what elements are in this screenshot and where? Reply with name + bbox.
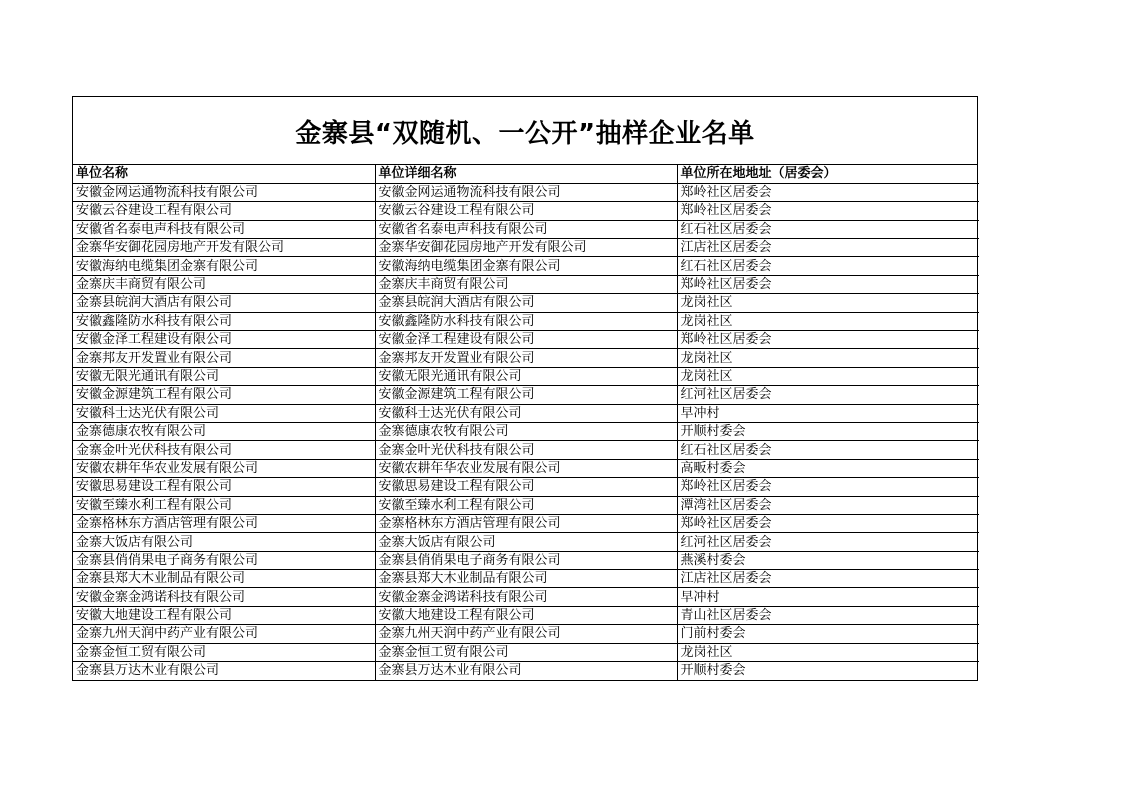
cell-unit-full-name[interactable]: 金寨县俏俏果电子商务有限公司 bbox=[375, 551, 677, 569]
header-unit-name[interactable]: 单位名称 bbox=[73, 165, 375, 183]
cell-unit-address[interactable]: 早冲村 bbox=[677, 588, 979, 606]
cell-unit-full-name[interactable]: 金寨德康农牧有限公司 bbox=[375, 422, 677, 440]
cell-unit-address[interactable]: 青山社区居委会 bbox=[677, 606, 979, 624]
cell-unit-full-name[interactable]: 安徽金泽工程建设有限公司 bbox=[375, 331, 677, 349]
cell-unit-address[interactable]: 开顺村委会 bbox=[677, 422, 979, 440]
document-title: 金寨县“双随机、一公开”抽样企业名单 bbox=[295, 119, 755, 149]
cell-unit-full-name[interactable]: 安徽鑫隆防水科技有限公司 bbox=[375, 312, 677, 330]
table-row bbox=[73, 239, 979, 257]
table-row bbox=[73, 349, 979, 367]
cell-unit-full-name[interactable]: 安徽科士达光伏有限公司 bbox=[375, 404, 677, 422]
cell-unit-address[interactable]: 门前村委会 bbox=[677, 625, 979, 643]
cell-unit-address[interactable]: 龙岗社区 bbox=[677, 643, 979, 661]
cell-unit-address[interactable]: 郑岭社区居委会 bbox=[677, 183, 979, 201]
cell-unit-full-name[interactable]: 安徽思易建设工程有限公司 bbox=[375, 478, 677, 496]
cell-unit-address[interactable]: 龙岗社区 bbox=[677, 312, 979, 330]
cell-unit-full-name[interactable]: 安徽省名泰电声科技有限公司 bbox=[375, 220, 677, 238]
header-unit-full-name[interactable]: 单位详细名称 bbox=[375, 165, 677, 183]
cell-unit-full-name[interactable]: 金寨县万达木业有限公司 bbox=[375, 662, 677, 680]
cell-unit-full-name[interactable]: 金寨格林东方酒店管理有限公司 bbox=[375, 514, 677, 532]
table-row bbox=[73, 459, 979, 477]
cell-unit-address[interactable]: 郑岭社区居委会 bbox=[677, 514, 979, 532]
cell-unit-address[interactable]: 龙岗社区 bbox=[677, 349, 979, 367]
cell-unit-address[interactable]: 红石社区居委会 bbox=[677, 257, 979, 275]
cell-unit-address[interactable]: 郑岭社区居委会 bbox=[677, 478, 979, 496]
cell-unit-full-name[interactable]: 安徽农耕年华农业发展有限公司 bbox=[375, 459, 677, 477]
cell-unit-full-name[interactable]: 金寨县皖润大酒店有限公司 bbox=[375, 294, 677, 312]
table-row bbox=[73, 533, 979, 551]
cell-unit-full-name[interactable]: 金寨九州天润中药产业有限公司 bbox=[375, 625, 677, 643]
table-row bbox=[73, 478, 979, 496]
cell-unit-name[interactable]: 安徽金源建筑工程有限公司 bbox=[73, 386, 375, 404]
cell-unit-full-name[interactable]: 安徽海纳电缆集团金寨有限公司 bbox=[375, 257, 677, 275]
cell-unit-name[interactable]: 金寨九州天润中药产业有限公司 bbox=[73, 625, 375, 643]
cell-unit-address[interactable]: 红石社区居委会 bbox=[677, 441, 979, 459]
cell-unit-address[interactable]: 龙岗社区 bbox=[677, 294, 979, 312]
table-row bbox=[73, 441, 979, 459]
cell-unit-address[interactable]: 郑岭社区居委会 bbox=[677, 275, 979, 293]
cell-unit-address[interactable]: 燕溪村委会 bbox=[677, 551, 979, 569]
cell-unit-name[interactable]: 安徽金网运通物流科技有限公司 bbox=[73, 183, 375, 201]
table-row bbox=[73, 183, 979, 201]
cell-unit-full-name[interactable]: 金寨庆丰商贸有限公司 bbox=[375, 275, 677, 293]
header-unit-address[interactable]: 单位所在地地址（居委会） bbox=[677, 165, 979, 183]
cell-unit-address[interactable]: 郑岭社区居委会 bbox=[677, 202, 979, 220]
table-row bbox=[73, 514, 979, 532]
spreadsheet-sheet bbox=[72, 96, 978, 681]
cell-unit-name[interactable]: 安徽思易建设工程有限公司 bbox=[73, 478, 375, 496]
table-row bbox=[73, 367, 979, 385]
table-row bbox=[73, 662, 979, 680]
cell-unit-name[interactable]: 金寨县万达木业有限公司 bbox=[73, 662, 375, 680]
enterprise-table bbox=[73, 165, 979, 680]
cell-unit-full-name[interactable]: 金寨邦友开发置业有限公司 bbox=[375, 349, 677, 367]
cell-unit-name[interactable]: 金寨县俏俏果电子商务有限公司 bbox=[73, 551, 375, 569]
cell-unit-name[interactable]: 金寨华安御花园房地产开发有限公司 bbox=[73, 239, 375, 257]
cell-unit-full-name[interactable]: 金寨金恒工贸有限公司 bbox=[375, 643, 677, 661]
table-row bbox=[73, 422, 979, 440]
cell-unit-full-name[interactable]: 安徽金寨金鸿诺科技有限公司 bbox=[375, 588, 677, 606]
cell-unit-name[interactable]: 金寨金恒工贸有限公司 bbox=[73, 643, 375, 661]
table-body bbox=[73, 183, 979, 680]
cell-unit-name[interactable]: 安徽鑫隆防水科技有限公司 bbox=[73, 312, 375, 330]
cell-unit-full-name[interactable]: 安徽无限光通讯有限公司 bbox=[375, 367, 677, 385]
cell-unit-name[interactable]: 金寨庆丰商贸有限公司 bbox=[73, 275, 375, 293]
cell-unit-address[interactable]: 江店社区居委会 bbox=[677, 570, 979, 588]
cell-unit-name[interactable]: 金寨邦友开发置业有限公司 bbox=[73, 349, 375, 367]
table-row bbox=[73, 570, 979, 588]
cell-unit-full-name[interactable]: 金寨金叶光伏科技有限公司 bbox=[375, 441, 677, 459]
cell-unit-address[interactable]: 红石社区居委会 bbox=[677, 220, 979, 238]
cell-unit-address[interactable]: 红河社区居委会 bbox=[677, 386, 979, 404]
cell-unit-full-name[interactable]: 安徽大地建设工程有限公司 bbox=[375, 606, 677, 624]
cell-unit-address[interactable]: 龙岗社区 bbox=[677, 367, 979, 385]
cell-unit-full-name[interactable]: 安徽云谷建设工程有限公司 bbox=[375, 202, 677, 220]
cell-unit-address[interactable]: 红河社区居委会 bbox=[677, 533, 979, 551]
cell-unit-name[interactable]: 安徽无限光通讯有限公司 bbox=[73, 367, 375, 385]
cell-unit-name[interactable]: 安徽至臻水利工程有限公司 bbox=[73, 496, 375, 514]
table-row bbox=[73, 275, 979, 293]
cell-unit-name[interactable]: 金寨金叶光伏科技有限公司 bbox=[73, 441, 375, 459]
table-row bbox=[73, 294, 979, 312]
cell-unit-address[interactable]: 潭湾社区居委会 bbox=[677, 496, 979, 514]
cell-unit-name[interactable]: 安徽大地建设工程有限公司 bbox=[73, 606, 375, 624]
table-row bbox=[73, 625, 979, 643]
cell-unit-address[interactable]: 高畈村委会 bbox=[677, 459, 979, 477]
cell-unit-full-name[interactable]: 安徽至臻水利工程有限公司 bbox=[375, 496, 677, 514]
header-row bbox=[73, 165, 979, 183]
cell-unit-full-name[interactable]: 金寨华安御花园房地产开发有限公司 bbox=[375, 239, 677, 257]
cell-unit-name[interactable]: 安徽海纳电缆集团金寨有限公司 bbox=[73, 257, 375, 275]
title-row bbox=[73, 97, 977, 165]
cell-unit-name[interactable]: 安徽金寨金鸿诺科技有限公司 bbox=[73, 588, 375, 606]
cell-unit-name[interactable]: 安徽农耕年华农业发展有限公司 bbox=[73, 459, 375, 477]
table-row bbox=[73, 257, 979, 275]
table-row bbox=[73, 202, 979, 220]
table-row bbox=[73, 386, 979, 404]
cell-unit-address[interactable]: 江店社区居委会 bbox=[677, 239, 979, 257]
cell-unit-name[interactable]: 金寨大饭店有限公司 bbox=[73, 533, 375, 551]
table-row bbox=[73, 643, 979, 661]
cell-unit-name[interactable]: 金寨格林东方酒店管理有限公司 bbox=[73, 514, 375, 532]
table-row bbox=[73, 220, 979, 238]
table-row bbox=[73, 606, 979, 624]
cell-unit-full-name[interactable]: 金寨大饭店有限公司 bbox=[375, 533, 677, 551]
cell-unit-name[interactable]: 金寨县郑大木业制品有限公司 bbox=[73, 570, 375, 588]
cell-unit-address[interactable]: 开顺村委会 bbox=[680, 663, 746, 679]
cell-unit-full-name[interactable]: 安徽金源建筑工程有限公司 bbox=[375, 386, 677, 404]
table-row bbox=[73, 551, 979, 569]
table-row bbox=[73, 404, 979, 422]
cell-unit-name[interactable]: 金寨德康农牧有限公司 bbox=[73, 422, 375, 440]
cell-unit-name[interactable]: 安徽省名泰电声科技有限公司 bbox=[73, 220, 375, 238]
cell-unit-name[interactable]: 安徽科士达光伏有限公司 bbox=[73, 404, 375, 422]
table-row bbox=[73, 588, 979, 606]
cell-unit-address[interactable]: 早冲村 bbox=[677, 404, 979, 422]
cell-unit-full-name[interactable]: 金寨县郑大木业制品有限公司 bbox=[375, 570, 677, 588]
table-row bbox=[73, 331, 979, 349]
cell-unit-name[interactable]: 安徽云谷建设工程有限公司 bbox=[73, 202, 375, 220]
cell-unit-full-name[interactable]: 安徽金网运通物流科技有限公司 bbox=[375, 183, 677, 201]
table-row bbox=[73, 312, 979, 330]
cell-unit-name[interactable]: 安徽金泽工程建设有限公司 bbox=[73, 331, 375, 349]
cell-unit-name[interactable]: 金寨县皖润大酒店有限公司 bbox=[73, 294, 375, 312]
table-row bbox=[73, 496, 979, 514]
cell-unit-address[interactable]: 郑岭社区居委会 bbox=[677, 331, 979, 349]
